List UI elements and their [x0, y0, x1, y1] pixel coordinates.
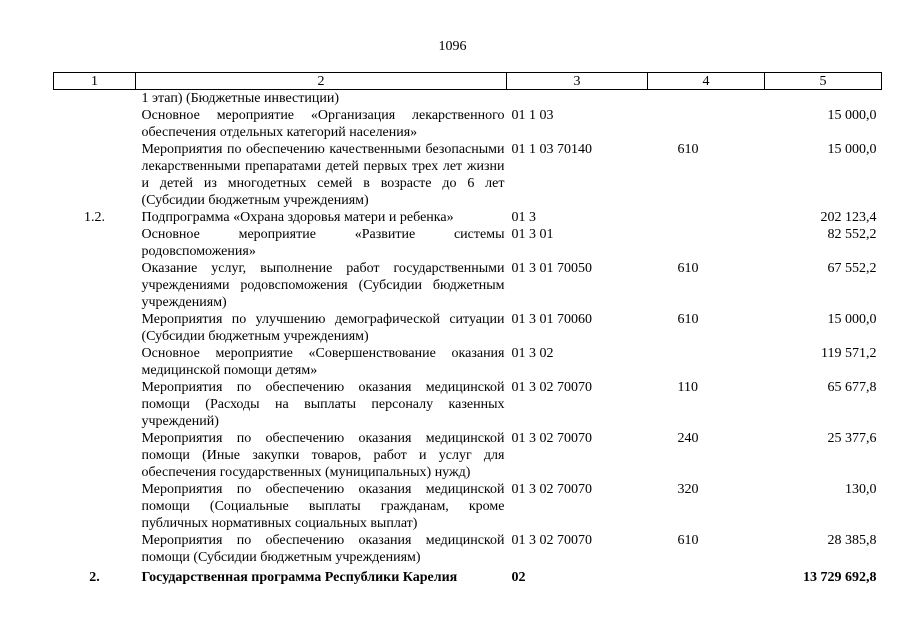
row-name: Мероприятия по обеспечению оказания медицинской помощи (Социальные выплаты гражданам, кроме публичных нормативных социальных выплат) [141, 482, 505, 531]
row-number [54, 481, 136, 532]
table-row [54, 566, 882, 586]
row-code: 01 3 [511, 210, 536, 225]
row-expense-type [648, 345, 765, 379]
row-number [54, 90, 136, 108]
table-row [54, 107, 882, 141]
row-amount: 65 677,8 [827, 380, 877, 395]
row-name: Мероприятия по обеспечению оказания медицинской помощи (Иные закупки товаров, работ и услуг для обеспечения государственных (муниципальных) нужд) [141, 431, 505, 480]
row-number [54, 311, 136, 345]
header-row [54, 73, 882, 90]
table-row [54, 481, 882, 532]
table-row [54, 226, 882, 260]
table-row [54, 141, 882, 209]
table-row [54, 90, 882, 108]
row-number [54, 226, 136, 260]
row-expense-type: 610 [677, 261, 699, 276]
row-amount [765, 90, 882, 108]
row-expense-type: 610 [677, 533, 699, 548]
row-name: Основное мероприятие «Организация лекарственного обеспечения отдельных категорий населения» [141, 108, 505, 140]
row-code: 01 3 02 70070 [511, 482, 592, 497]
row-number [54, 379, 136, 430]
header-col-3: 3 [507, 73, 648, 90]
row-expense-type: 320 [677, 482, 699, 497]
row-number: 1.2. [84, 210, 105, 225]
row-amount: 119 571,2 [821, 346, 877, 361]
header-col-1: 1 [54, 73, 136, 90]
table-body [54, 90, 882, 587]
row-code [507, 90, 648, 108]
table-row [54, 345, 882, 379]
row-amount: 15 000,0 [827, 312, 877, 327]
row-amount: 202 123,4 [820, 210, 877, 225]
row-amount: 13 729 692,8 [803, 570, 877, 585]
table-row [54, 532, 882, 566]
row-name: Мероприятия по обеспечению оказания медицинской помощи (Расходы на выплаты персоналу казенных учреждений) [141, 380, 505, 429]
row-amount: 15 000,0 [827, 142, 877, 157]
table-header [54, 73, 882, 90]
row-name: Подпрограмма «Охрана здоровья матери и ребенка» [141, 210, 454, 225]
budget-table [53, 72, 882, 586]
row-expense-type: 110 [677, 380, 698, 395]
row-amount: 67 552,2 [827, 261, 877, 276]
header-col-4: 4 [648, 73, 765, 90]
row-code: 02 [511, 570, 526, 585]
table-row [54, 260, 882, 311]
row-name: Мероприятия по улучшению демографической ситуации (Субсидии бюджетным учреждениям) [141, 312, 505, 344]
row-name: Мероприятия по обеспечению оказания медицинской помощи (Субсидии бюджетным учреждениям) [141, 533, 505, 565]
row-expense-type [648, 209, 765, 226]
row-code: 01 3 01 70050 [511, 261, 592, 276]
header-col-5: 5 [765, 73, 882, 90]
row-name: Мероприятия по обеспечению качественными безопасными лекарственными препаратами детей первых трех лет жизни и детей из многодетных семей в возрасте до 6 лет (Субсидии бюджетным учреждениям) [141, 142, 505, 208]
row-number [54, 345, 136, 379]
row-expense-type: 610 [677, 142, 699, 157]
row-expense-type [648, 566, 765, 586]
row-name: 1 этап) (Бюджетные инвестиции) [141, 91, 340, 106]
row-number: 2. [89, 570, 100, 585]
row-number [54, 141, 136, 209]
row-expense-type: 240 [677, 431, 699, 446]
row-name: Оказание услуг, выполнение работ государственными учреждениями родовспоможения (Субсидии бюджетным учреждениям) [141, 261, 505, 310]
row-amount: 15 000,0 [827, 108, 877, 123]
row-code: 01 1 03 70140 [511, 142, 592, 157]
row-expense-type [648, 107, 765, 141]
row-number [54, 260, 136, 311]
table-row [54, 311, 882, 345]
row-expense-type [648, 90, 765, 108]
row-code: 01 1 03 [511, 108, 554, 123]
row-amount: 28 385,8 [827, 533, 877, 548]
row-code: 01 3 02 70070 [511, 380, 592, 395]
row-name: Основное мероприятие «Совершенствование оказания медицинской помощи детям» [141, 346, 505, 378]
row-code: 01 3 01 [511, 227, 554, 242]
table-row [54, 209, 882, 226]
row-code: 01 3 02 70070 [511, 533, 592, 548]
row-number [54, 107, 136, 141]
row-amount: 25 377,6 [827, 431, 877, 446]
row-code: 01 3 02 [511, 346, 554, 361]
row-amount: 82 552,2 [827, 227, 877, 242]
row-code: 01 3 01 70060 [511, 312, 592, 327]
row-number [54, 532, 136, 566]
row-expense-type [648, 226, 765, 260]
page-number: 1096 [438, 39, 467, 54]
row-name: Государственная программа Республики Карелия [141, 570, 458, 585]
row-amount: 130,0 [845, 482, 877, 497]
row-name: Основное мероприятие «Развитие системы родовспоможения» [141, 227, 505, 259]
row-code: 01 3 02 70070 [511, 431, 592, 446]
table-row [54, 379, 882, 430]
row-number [54, 430, 136, 481]
header-col-2: 2 [136, 73, 507, 90]
row-expense-type: 610 [677, 312, 699, 327]
table-row [54, 430, 882, 481]
